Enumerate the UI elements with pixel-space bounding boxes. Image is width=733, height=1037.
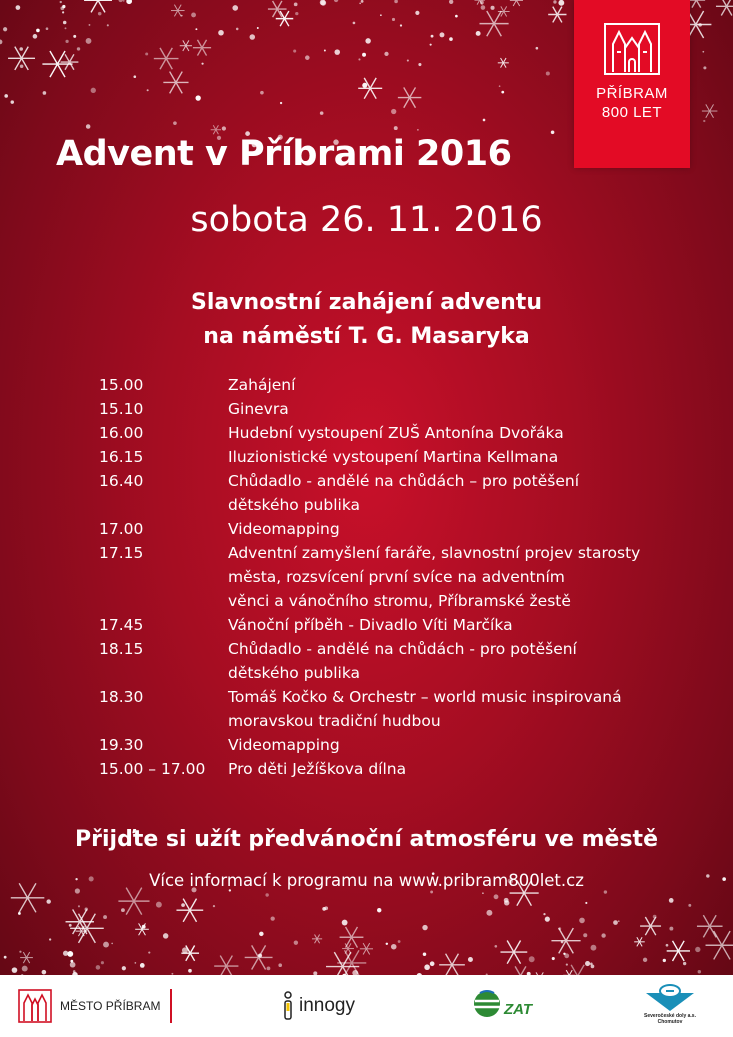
snow-dot (585, 961, 590, 966)
innogy-label: innogy (299, 995, 355, 1016)
snowflake-icon (61, 54, 79, 69)
snow-dot (260, 91, 264, 95)
schedule-time: 15.10 (99, 400, 144, 418)
snowflake-icon (180, 40, 192, 51)
snow-dot (107, 24, 109, 26)
snowflake-icon (667, 941, 690, 961)
snow-dot (278, 963, 282, 967)
snow-dot (499, 85, 501, 87)
schedule-time: 16.15 (99, 448, 144, 466)
snow-dot (362, 83, 367, 88)
snow-dot (449, 0, 453, 4)
schedule-event-line: Ginevra (228, 400, 289, 418)
snowflake-icon (176, 899, 203, 922)
snow-dot (65, 40, 68, 43)
mesto-castle-icon (18, 989, 52, 1023)
snowflake-icon (20, 952, 33, 963)
snowflake-icon (548, 7, 566, 23)
poster-title: Advent v Příbrami 2016 (56, 134, 512, 174)
snow-dot (529, 956, 535, 962)
schedule-event (228, 397, 719, 421)
snowflake-icon (276, 11, 293, 26)
snow-dot (553, 0, 556, 3)
snow-dot (604, 890, 607, 893)
event-date (0, 200, 733, 240)
schedule-time: 17.00 (99, 520, 144, 538)
sd-label-2: Chomutov (657, 1019, 683, 1025)
snow-dot (423, 953, 426, 956)
snow-dot (482, 892, 484, 894)
schedule-event-line: Iluzionistické vystoupení Martina Kellmana (228, 448, 559, 466)
snow-dot (195, 95, 200, 100)
snow-dot (669, 898, 674, 903)
innogy-icon (282, 991, 294, 1021)
snow-dot (36, 29, 40, 33)
sd-label-1: Severočeské doly a.s. (644, 1013, 696, 1019)
snow-dot (181, 903, 185, 907)
snow-dot (353, 22, 356, 25)
snow-dot (173, 121, 177, 125)
snow-dot (267, 966, 271, 970)
schedule-event-line: Videomapping (228, 520, 340, 538)
snow-dot (585, 902, 587, 904)
schedule-row (99, 613, 719, 637)
snow-dot (322, 907, 326, 911)
schedule-time: 16.40 (99, 472, 144, 490)
snow-dot (342, 920, 348, 926)
schedule-time: 15.00 – 17.00 (99, 760, 206, 778)
schedule-event (228, 685, 719, 733)
snow-dot (440, 32, 445, 37)
schedule-event (228, 517, 719, 541)
subtitle-line-2: na náměstí T. G. Masaryka (203, 324, 530, 349)
snow-dot (698, 970, 701, 973)
snow-dot (494, 945, 497, 948)
schedule-time: 18.15 (99, 640, 144, 658)
snow-dot (148, 952, 150, 954)
snow-dot (121, 908, 125, 912)
snow-dot (324, 50, 326, 52)
snow-dot (543, 913, 545, 915)
snow-dot (618, 920, 620, 922)
snow-dot (430, 44, 432, 46)
snow-dot (566, 963, 568, 965)
snow-dot (89, 24, 91, 26)
snow-dot (305, 55, 310, 60)
snow-dot (43, 91, 47, 95)
schedule-event-line: Chůdadlo - andělé na chůdách – pro potěšení (228, 472, 580, 490)
innogy-logo (282, 991, 355, 1021)
logo-line-2: 800 LET (601, 104, 663, 121)
snow-dot (257, 27, 259, 29)
schedule-time: 17.45 (99, 616, 144, 634)
snowflake-icon (360, 943, 373, 954)
schedule-event-line: moravskou tradiční hudbou (228, 712, 441, 730)
snowflake-icon (211, 125, 221, 134)
snow-dot (91, 88, 96, 93)
snow-dot (20, 65, 24, 69)
schedule-event (228, 445, 719, 469)
snowflake-icon (702, 104, 717, 117)
snow-dot (140, 963, 145, 968)
schedule-row (99, 517, 719, 541)
snow-dot (483, 119, 486, 122)
snow-dot (86, 38, 92, 44)
snowflake-icon (42, 51, 72, 77)
snow-dot (491, 6, 495, 10)
invitation-text: Přijďte si užít předvánoční atmosféru ve městě (75, 827, 658, 852)
snowflake-icon (245, 945, 273, 969)
snow-dot (118, 0, 122, 2)
snow-dot (486, 910, 492, 916)
snow-dot (191, 13, 196, 18)
snow-dot (703, 66, 706, 69)
snowflake-icon (193, 40, 211, 56)
snow-dot (111, 943, 113, 945)
more-info-text: Více informací k programu na www.pribram800let.cz (149, 871, 584, 890)
snow-dot (201, 63, 203, 65)
snow-dot (4, 94, 8, 98)
snow-dot (415, 11, 419, 15)
snowflake-icon (214, 956, 238, 977)
snowflake-icon (640, 917, 661, 935)
snow-dot (476, 31, 481, 36)
snowflake-icon (66, 909, 94, 934)
schedule-time: 15.00 (99, 376, 144, 394)
snow-dot (133, 75, 136, 78)
snow-dot (468, 957, 473, 962)
schedule-event-line: Adventní zamyšlení faráře, slavnostní projev starosty (228, 544, 641, 562)
snow-dot (394, 0, 398, 3)
snowflake-icon (398, 87, 421, 107)
snow-dot (666, 944, 669, 947)
snow-dot (703, 120, 705, 122)
zat-globe-icon (472, 989, 502, 1019)
snow-dot (683, 962, 686, 965)
snow-dot (46, 27, 49, 30)
snow-dot (536, 47, 539, 50)
snowflake-icon (154, 48, 179, 69)
logo-line-1: PŘÍBRAM (596, 85, 668, 102)
snow-dot (77, 47, 80, 50)
schedule-time: 19.30 (99, 736, 144, 754)
event-subtitle (0, 286, 733, 354)
zat-logo (472, 989, 532, 1019)
snowflake-icon (312, 934, 322, 943)
schedule-event (228, 757, 719, 781)
snowflake-icon (70, 914, 104, 943)
snow-dot (19, 47, 23, 51)
schedule-event-line: Vánoční příběh - Divadlo Víti Marčíka (228, 616, 513, 634)
snow-dot (19, 951, 21, 953)
snow-dot (0, 39, 2, 44)
snow-dot (424, 964, 430, 970)
snow-dot (70, 962, 76, 968)
snow-dot (259, 932, 263, 936)
snow-dot (62, 11, 64, 13)
snow-dot (394, 126, 398, 130)
snow-dot (294, 940, 298, 944)
snow-dot (135, 962, 137, 964)
snow-dot (46, 899, 50, 903)
snow-dot (145, 52, 148, 55)
snow-dot (384, 52, 388, 56)
snow-dot (601, 933, 605, 937)
snow-dot (294, 2, 298, 6)
snow-dot (449, 37, 453, 41)
snow-dot (583, 933, 587, 937)
snow-dot (98, 12, 102, 16)
schedule-row (99, 685, 719, 733)
snow-dot (417, 129, 419, 131)
schedule-time: 16.00 (99, 424, 144, 442)
snow-dot (321, 0, 327, 6)
snow-dot (430, 891, 433, 894)
snowflake-icon (479, 11, 508, 36)
snow-dot (362, 53, 366, 57)
schedule-row (99, 757, 719, 781)
schedule-row (99, 397, 719, 421)
snow-dot (494, 894, 499, 899)
snow-dot (591, 945, 597, 951)
snowflake-icon (551, 928, 580, 953)
castle-icon (603, 22, 661, 76)
schedule-event-line: města, rozsvícení první svíce na adventním (228, 568, 565, 586)
snow-dot (265, 893, 268, 896)
snow-dot (195, 28, 197, 30)
snow-dot (96, 965, 101, 970)
schedule-event (228, 733, 719, 757)
snow-dot (377, 908, 381, 912)
snow-dot (688, 904, 691, 907)
snow-dot (232, 5, 238, 11)
snow-dot (11, 100, 14, 103)
snow-dot (359, 3, 361, 5)
schedule-event-line: Tomáš Kočko & Orchestr – world music inspirovaná (228, 688, 622, 706)
snow-dot (398, 940, 401, 943)
schedule-event (228, 541, 719, 613)
snow-dot (49, 938, 51, 940)
snow-dot (78, 905, 80, 907)
schedule-event (228, 421, 719, 445)
snow-dot (358, 58, 360, 60)
snow-dot (391, 109, 396, 114)
snow-dot (33, 34, 38, 39)
snow-dot (280, 102, 282, 104)
snow-dot (3, 27, 7, 31)
schedule-event-line: věnci a vánočního stromu, Příbramské žestě (228, 592, 571, 610)
snow-dot (418, 63, 421, 66)
snowflake-icon (135, 923, 149, 935)
snow-dot (271, 916, 275, 920)
mesto-pribram-logo (18, 989, 172, 1023)
schedule-event-line: Videomapping (228, 736, 340, 754)
snow-dot (430, 961, 435, 966)
snow-dot (546, 71, 550, 75)
snow-dot (103, 915, 107, 919)
snow-dot (504, 898, 509, 903)
schedule-row (99, 373, 719, 397)
snowflake-icon (697, 915, 723, 937)
schedule-row (99, 421, 719, 445)
snow-dot (386, 943, 388, 945)
snowflake-icon (268, 1, 287, 17)
snowflake-icon (688, 0, 706, 8)
schedule-event (228, 637, 719, 685)
snow-dot (12, 967, 18, 973)
snow-dot (552, 957, 555, 960)
snow-dot (702, 51, 704, 53)
schedule-time: 18.30 (99, 688, 144, 706)
snowflake-icon (340, 927, 364, 948)
snowflake-icon (84, 0, 112, 12)
snow-dot (590, 963, 593, 966)
snowflake-icon (498, 58, 509, 68)
severoceske-doly-logo (644, 983, 696, 1025)
snow-dot (63, 951, 68, 956)
snow-dot (18, 912, 21, 915)
snow-dot (126, 0, 132, 4)
schedule-event-line: dětského publika (228, 496, 361, 514)
snow-dot (334, 0, 338, 2)
schedule-event (228, 373, 719, 397)
snow-dot (669, 927, 673, 931)
snow-dot (60, 1, 62, 3)
snow-dot (101, 961, 104, 964)
schedule-row (99, 469, 719, 517)
schedule-time: 17.15 (99, 544, 144, 562)
snowflake-icon (706, 931, 733, 959)
snow-dot (501, 91, 504, 94)
snow-dot (218, 30, 224, 36)
schedule-event-line: Chůdadlo - andělé na chůdách - pro potěšení (228, 640, 577, 658)
snow-dot (122, 966, 126, 970)
zat-label: ZAT (504, 1000, 533, 1018)
snow-dot (545, 917, 550, 922)
snow-dot (422, 925, 427, 930)
snowflake-icon (500, 940, 527, 963)
pribram-800-logo (574, 0, 690, 168)
snowflake-icon (171, 5, 185, 17)
snow-dot (86, 124, 91, 129)
snow-dot (293, 50, 296, 53)
snow-dot (42, 970, 47, 975)
snow-dot (188, 969, 192, 973)
snowflake-icon (163, 72, 188, 94)
schedule-event-line: dětského publika (228, 664, 361, 682)
snow-dot (431, 35, 434, 38)
snow-dot (455, 15, 458, 18)
snowflake-icon (358, 78, 382, 99)
snow-dot (380, 14, 382, 16)
snow-dot (564, 953, 569, 958)
snowflake-icon (439, 954, 465, 976)
mesto-label: MĚSTO PŘÍBRAM (60, 999, 161, 1013)
snow-dot (73, 35, 76, 38)
snow-dot (481, 5, 486, 10)
snow-dot (250, 34, 256, 40)
snow-dot (551, 131, 555, 135)
logo-text (596, 84, 668, 122)
snow-dot (392, 18, 395, 21)
snow-dot (4, 956, 7, 959)
event-date-text: sobota 26. 11. 2016 (190, 200, 543, 240)
snow-dot (695, 947, 700, 952)
schedule-row (99, 637, 719, 685)
snow-dot (222, 126, 226, 130)
schedule-event (228, 469, 719, 517)
schedule-event-line: Hudební vystoupení ZUŠ Antonína Dvořáka (228, 424, 564, 442)
snow-dot (365, 38, 370, 43)
snow-dot (407, 59, 409, 61)
schedule-event-line: Pro děti Ježíškova dílna (228, 760, 407, 778)
schedule-row (99, 445, 719, 469)
schedule-event-line: Zahájení (228, 376, 296, 394)
snowflake-icon (716, 0, 733, 15)
snowflake-icon (337, 950, 366, 975)
program-schedule (99, 373, 719, 781)
schedule-row (99, 541, 719, 613)
snowflake-icon (342, 943, 354, 953)
snow-dot (156, 902, 162, 908)
snow-dot (16, 5, 21, 10)
snowflake-icon (634, 937, 645, 946)
snow-dot (65, 27, 67, 29)
snow-dot (163, 933, 168, 938)
snow-dot (123, 0, 125, 2)
snow-dot (62, 5, 65, 8)
snow-dot (361, 0, 364, 3)
snow-dot (663, 959, 666, 962)
schedule-row (99, 733, 719, 757)
snow-dot (67, 951, 73, 957)
snow-dot (295, 12, 298, 15)
subtitle-line-1: Slavnostní zahájení adventu (190, 290, 542, 315)
snow-dot (147, 89, 149, 91)
snow-dot (334, 49, 340, 55)
sd-emblem-icon (644, 983, 696, 1013)
snow-dot (69, 924, 72, 927)
snow-dot (400, 24, 402, 26)
snow-dot (103, 942, 109, 948)
snow-dot (320, 111, 324, 115)
snow-dot (579, 918, 585, 924)
schedule-event (228, 613, 719, 637)
snow-dot (63, 21, 67, 25)
snow-border-bottom (0, 850, 733, 980)
sponsor-divider (170, 989, 172, 1023)
snow-dot (22, 966, 28, 972)
sponsor-bar (0, 975, 733, 1037)
snow-dot (391, 944, 397, 950)
snow-dot (643, 958, 647, 962)
snow-dot (236, 28, 239, 31)
snow-dot (558, 0, 564, 6)
snow-dot (213, 905, 215, 907)
snowflake-icon (510, 0, 523, 6)
snow-dot (613, 920, 618, 925)
